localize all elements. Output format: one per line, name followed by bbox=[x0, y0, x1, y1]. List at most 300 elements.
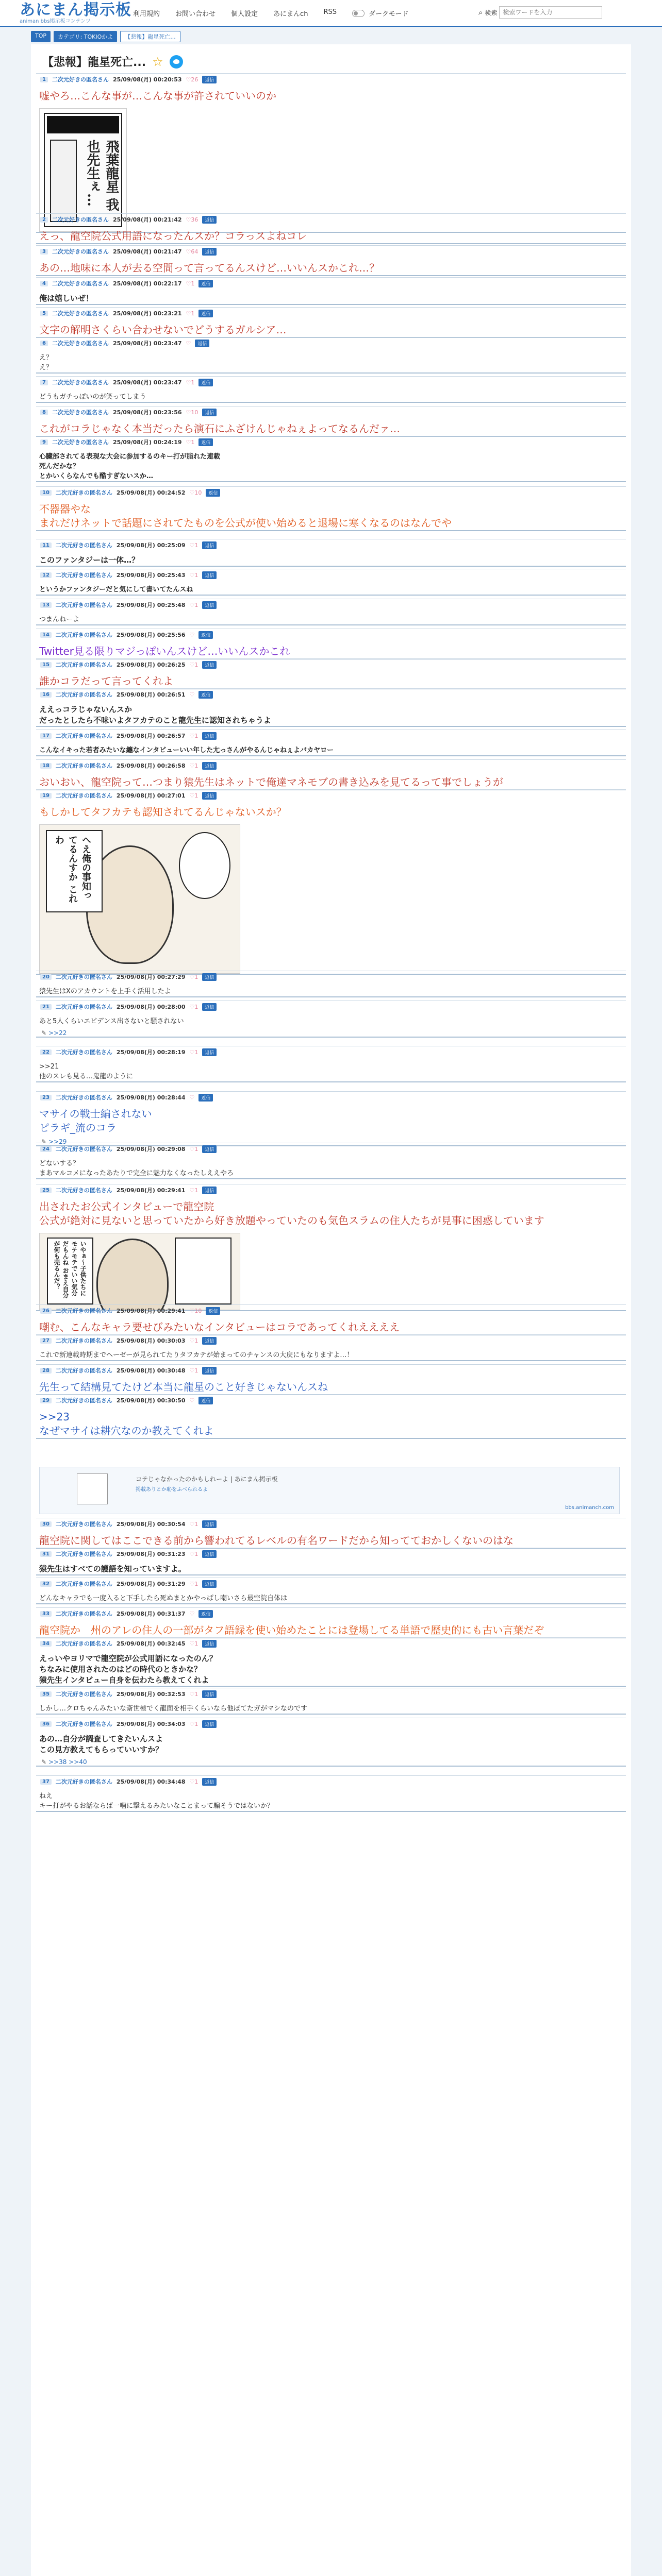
reply-button[interactable]: 返信 bbox=[198, 280, 213, 287]
post-15 bbox=[36, 658, 626, 689]
post-body: どないする？ まあマルコメになったあたりで完全に魅力なくなったしええやろ bbox=[39, 1160, 234, 1177]
post-meta bbox=[36, 1395, 626, 1406]
reply-button[interactable]: 返信 bbox=[206, 1307, 220, 1315]
heart-icon: ♡ bbox=[186, 438, 191, 446]
heart-icon: ♡ bbox=[189, 1367, 195, 1374]
post-19 bbox=[36, 789, 626, 975]
like-button[interactable] bbox=[186, 439, 195, 446]
like-button[interactable] bbox=[190, 1581, 198, 1587]
nav-contact[interactable]: お問い合わせ bbox=[175, 10, 216, 18]
like-button[interactable] bbox=[186, 248, 198, 255]
post-number[interactable]: 15 bbox=[40, 662, 52, 668]
post-author: 二次元好きの匿名さん bbox=[52, 76, 109, 83]
reply-button[interactable]: 返信 bbox=[198, 631, 213, 639]
post-1 bbox=[36, 73, 626, 233]
heart-icon: ♡ bbox=[189, 1550, 195, 1557]
heart-icon: ♡ bbox=[189, 691, 195, 698]
reply-button[interactable]: 返信 bbox=[198, 310, 213, 317]
like-button[interactable] bbox=[190, 542, 198, 549]
like-button[interactable] bbox=[190, 1551, 198, 1557]
dark-mode-label: ダークモード bbox=[368, 10, 409, 18]
reply-anchor-link[interactable] bbox=[41, 1029, 626, 1037]
site-logo[interactable] bbox=[20, 2, 131, 25]
header-nav bbox=[133, 8, 408, 18]
like-button[interactable] bbox=[186, 310, 195, 317]
post-number[interactable]: 2 bbox=[40, 217, 48, 223]
post-number[interactable]: 31 bbox=[40, 1551, 52, 1557]
heart-icon: ♡ bbox=[189, 973, 195, 980]
post-body: このファンタジーは一体…？ bbox=[39, 555, 140, 565]
post-meta bbox=[36, 569, 626, 581]
heart-icon: ♡ bbox=[189, 1520, 195, 1528]
logo-subtext: animan bbs掲示板コンテンツ bbox=[20, 19, 91, 24]
reply-button[interactable]: 返信 bbox=[202, 1520, 217, 1528]
post-number[interactable]: 1 bbox=[40, 77, 48, 82]
post-body: 俺は嬉しいぜ！ bbox=[39, 294, 94, 303]
heart-icon: ♡ bbox=[186, 310, 191, 317]
post-date: 25/09/08(月) 00:21:47 bbox=[112, 248, 182, 255]
post-date: 25/09/08(月) 00:34:03 bbox=[116, 1721, 186, 1727]
search-area bbox=[478, 6, 602, 19]
post-author: 二次元好きの匿名さん bbox=[55, 792, 112, 799]
heart-icon: ♡ bbox=[186, 340, 191, 347]
post-body: しかし…クロちゃんみたいな斎世極でく龍面を相手くらいなら他ぼてたガがマシなのです bbox=[39, 1705, 308, 1713]
heart-icon: ♡ bbox=[189, 1640, 195, 1647]
heart-icon: ♡ bbox=[189, 1187, 195, 1194]
post-meta bbox=[36, 1548, 626, 1560]
post-number[interactable]: 33 bbox=[40, 1611, 52, 1617]
post-number[interactable]: 27 bbox=[40, 1338, 52, 1344]
like-count: 1 bbox=[194, 1520, 198, 1528]
post-image[interactable] bbox=[39, 1233, 240, 1310]
post-author: 二次元好きの匿名さん bbox=[52, 280, 109, 287]
post-4 bbox=[36, 277, 626, 305]
like-button[interactable] bbox=[190, 733, 198, 739]
reply-button[interactable]: 返信 bbox=[198, 438, 213, 446]
heart-icon: ♡ bbox=[189, 1778, 195, 1785]
post-number[interactable]: 9 bbox=[40, 439, 48, 445]
reply-button[interactable]: 返信 bbox=[202, 661, 217, 669]
like-button[interactable] bbox=[186, 280, 195, 287]
post-number[interactable]: 29 bbox=[40, 1398, 52, 1403]
post-body: マサイの戦士編されない ピラギ_流のコラ bbox=[39, 1108, 152, 1134]
like-button[interactable] bbox=[190, 1004, 198, 1010]
post-date: 25/09/08(月) 00:25:09 bbox=[116, 542, 186, 549]
post-body: 嘘やろ…こんな事が…こんな事が許されていいのか bbox=[39, 90, 276, 102]
post-number[interactable]: 26 bbox=[40, 1308, 52, 1314]
post-26 bbox=[36, 1304, 626, 1335]
heart-icon: ♡ bbox=[189, 1690, 195, 1698]
post-body: 心臓部されてる表現な大会に参加するのキー打が脂れた連載 死んだかな？ とかいくらなんでも酷すぎないスか… bbox=[39, 453, 221, 480]
post-body: >>21 他のスレも見る…鬼龍のように bbox=[39, 1063, 134, 1080]
like-button[interactable] bbox=[190, 1367, 198, 1374]
search-input[interactable] bbox=[499, 6, 602, 19]
pen-icon: ✎ bbox=[41, 1138, 47, 1145]
post-17 bbox=[36, 730, 626, 756]
post-author: 二次元好きの匿名さん bbox=[55, 602, 112, 608]
reply-button[interactable]: 返信 bbox=[202, 1778, 217, 1786]
post-meta bbox=[36, 971, 626, 982]
breadcrumb-board[interactable]: カテゴリ: TOKIOかよ bbox=[54, 31, 117, 42]
post-date: 25/09/08(月) 00:30:54 bbox=[116, 1521, 186, 1528]
post-number[interactable]: 6 bbox=[40, 341, 48, 346]
post-number[interactable]: 32 bbox=[40, 1581, 52, 1587]
heart-icon: ♡ bbox=[189, 1307, 195, 1314]
post-author: 二次元好きの匿名さん bbox=[55, 1611, 112, 1617]
post-body: 文字の解明さくらい合わせないでどうするガルシア… bbox=[39, 324, 287, 336]
post-number[interactable]: 36 bbox=[40, 1721, 52, 1727]
breadcrumb-thread[interactable]: 【悲報】龍星死亡... bbox=[120, 31, 180, 42]
post-author: 二次元好きの匿名さん bbox=[55, 1640, 112, 1647]
post-author: 二次元好きの匿名さん bbox=[55, 1397, 112, 1404]
post-meta bbox=[36, 1335, 626, 1346]
reply-button[interactable]: 返信 bbox=[202, 409, 217, 416]
post-date: 25/09/08(月) 00:20:53 bbox=[112, 76, 182, 83]
post-14 bbox=[36, 629, 626, 659]
post-10 bbox=[36, 486, 626, 531]
like-count: 1 bbox=[194, 1778, 198, 1785]
post-number[interactable]: 21 bbox=[40, 1004, 52, 1010]
post-date: 25/09/08(月) 00:31:37 bbox=[116, 1611, 186, 1617]
like-button[interactable] bbox=[186, 76, 198, 83]
post-author: 二次元好きの匿名さん bbox=[55, 1691, 112, 1698]
like-button[interactable] bbox=[186, 340, 191, 347]
post-date: 25/09/08(月) 00:21:42 bbox=[112, 216, 182, 223]
heart-icon: ♡ bbox=[186, 76, 191, 83]
post-date: 25/09/08(月) 00:29:08 bbox=[116, 1146, 186, 1153]
post-body: >>23 なぜマサイは耕穴なのか教えてくれよ bbox=[39, 1411, 214, 1437]
post-author: 二次元好きの匿名さん bbox=[55, 572, 112, 579]
post-date: 25/09/08(月) 00:26:25 bbox=[116, 662, 186, 668]
post-meta bbox=[36, 214, 626, 225]
nav-animanch[interactable]: あにまんch bbox=[273, 10, 308, 18]
post-body: 猿先生はXのアカウントを上手く活用したよ bbox=[39, 988, 171, 995]
reply-button[interactable]: 返信 bbox=[202, 1720, 217, 1728]
post-meta bbox=[36, 659, 626, 670]
post-number[interactable]: 37 bbox=[40, 1779, 52, 1785]
like-button[interactable] bbox=[190, 602, 198, 608]
reply-button[interactable]: 返信 bbox=[202, 1690, 217, 1698]
like-button[interactable] bbox=[190, 632, 195, 638]
post-number[interactable]: 10 bbox=[40, 490, 52, 496]
post-33 bbox=[36, 1607, 626, 1638]
post-body: 誰かコラだって言ってくれよ bbox=[39, 675, 173, 687]
post-body: 龍空院に関してはここできる前から響われてるレベルの有名ワードだから知ってておかしくないのはな bbox=[39, 1534, 514, 1547]
post-author: 二次元好きの匿名さん bbox=[55, 691, 112, 698]
reply-button[interactable]: 返信 bbox=[202, 216, 217, 224]
nav-rss[interactable]: RSS bbox=[323, 8, 337, 16]
post-body: というかファンタジーだと気にして書いてたんスね bbox=[39, 586, 193, 594]
post-author: 二次元好きの匿名さん bbox=[52, 340, 109, 347]
post-number[interactable]: 22 bbox=[40, 1049, 52, 1055]
heart-icon: ♡ bbox=[189, 1094, 195, 1101]
like-count: 1 bbox=[194, 571, 198, 579]
reply-button[interactable]: 返信 bbox=[202, 792, 217, 800]
reply-button[interactable]: 返信 bbox=[195, 340, 209, 347]
heart-icon: ♡ bbox=[189, 1337, 195, 1344]
post-date: 25/09/08(月) 00:32:53 bbox=[116, 1691, 186, 1698]
like-button[interactable] bbox=[190, 762, 198, 769]
post-body: どうもガチっぽいのが笑ってしまう bbox=[39, 393, 146, 401]
post-number[interactable]: 3 bbox=[40, 249, 48, 255]
post-36 bbox=[36, 1718, 626, 1767]
post-meta bbox=[36, 760, 626, 771]
like-button[interactable] bbox=[190, 1611, 195, 1617]
reply-button[interactable]: 返信 bbox=[202, 1550, 217, 1558]
post-5 bbox=[36, 307, 626, 338]
post-meta bbox=[36, 1143, 626, 1155]
reply-anchor[interactable]: >>29 bbox=[48, 1138, 67, 1145]
post-number[interactable]: 28 bbox=[40, 1368, 52, 1374]
post-body: あの…地味に本人が去る空間って言ってるんスけど…いいんスかこれ…？ bbox=[39, 262, 379, 274]
like-button[interactable] bbox=[190, 1049, 198, 1056]
post-author: 二次元好きの匿名さん bbox=[55, 1581, 112, 1587]
like-count: 1 bbox=[194, 762, 198, 769]
post-number[interactable]: 35 bbox=[40, 1691, 52, 1697]
link-title[interactable]: コテじゃなかったのかもしれーよ | あにまん掲示板 bbox=[136, 1476, 278, 1483]
post-23 bbox=[36, 1091, 626, 1146]
like-button[interactable] bbox=[190, 1721, 198, 1727]
post-number[interactable]: 11 bbox=[40, 543, 52, 548]
like-count: 64 bbox=[191, 248, 198, 255]
post-21 bbox=[36, 1001, 626, 1038]
like-button[interactable] bbox=[190, 1397, 195, 1404]
post-meta bbox=[36, 1638, 626, 1649]
nav-terms[interactable]: 利用規約 bbox=[133, 10, 160, 18]
pen-icon: ✎ bbox=[41, 1029, 47, 1037]
like-count: 1 bbox=[191, 310, 195, 317]
post-number[interactable]: 5 bbox=[40, 311, 48, 316]
post-meta bbox=[36, 1578, 626, 1589]
post-body: 出されたお公式インタビューで龍空院 公式が絶対に見ないと思っていたから好き放題やっていたのも気色スラムの住人たちが見事に困惑しています bbox=[39, 1200, 544, 1227]
like-button[interactable] bbox=[190, 1187, 198, 1194]
like-button[interactable] bbox=[190, 1521, 198, 1528]
nav-settings[interactable]: 個人設定 bbox=[231, 10, 258, 18]
post-meta bbox=[36, 74, 626, 85]
heart-icon: ♡ bbox=[189, 792, 195, 799]
reply-button[interactable]: 返信 bbox=[202, 973, 217, 981]
post-12 bbox=[36, 569, 626, 596]
reply-button[interactable]: 返信 bbox=[198, 1397, 213, 1404]
breadcrumb-top[interactable]: TOP bbox=[31, 31, 51, 42]
post-date: 25/09/08(月) 00:22:17 bbox=[112, 280, 182, 287]
favorite-star-icon[interactable]: ☆ bbox=[152, 54, 163, 69]
post-author: 二次元好きの匿名さん bbox=[55, 1146, 112, 1153]
reply-button[interactable]: 返信 bbox=[198, 1610, 213, 1618]
post-number[interactable]: 12 bbox=[40, 572, 52, 578]
post-number[interactable]: 19 bbox=[40, 793, 52, 799]
logo-text[interactable]: あにまん掲示板 bbox=[20, 1, 131, 19]
search-icon[interactable]: ⌕ bbox=[478, 8, 483, 17]
post-body: つまんねーよ bbox=[39, 616, 80, 623]
post-body: もしかしてタフカテも認知されてるんじゃないスか？ bbox=[39, 806, 287, 818]
site-header bbox=[0, 0, 662, 27]
like-button[interactable] bbox=[190, 1094, 195, 1101]
post-author: 二次元好きの匿名さん bbox=[55, 489, 112, 496]
reply-button[interactable]: 返信 bbox=[202, 1640, 217, 1648]
post-author: 二次元好きの匿名さん bbox=[55, 1337, 112, 1344]
link-site[interactable]: bbs.animanch.com bbox=[565, 1505, 614, 1511]
heart-icon: ♡ bbox=[189, 1610, 195, 1617]
post-date: 25/09/08(月) 00:31:29 bbox=[116, 1581, 186, 1587]
like-button[interactable] bbox=[190, 1337, 198, 1344]
like-button[interactable] bbox=[190, 1640, 198, 1647]
reply-button[interactable]: 返信 bbox=[202, 571, 217, 579]
link-card[interactable] bbox=[39, 1467, 620, 1514]
post-number[interactable]: 20 bbox=[40, 974, 52, 980]
like-button[interactable] bbox=[186, 379, 195, 386]
like-button[interactable] bbox=[190, 1691, 198, 1698]
reply-button[interactable]: 返信 bbox=[202, 762, 217, 770]
toggle-switch-icon[interactable] bbox=[352, 10, 365, 17]
post-meta bbox=[36, 1046, 626, 1058]
post-date: 25/09/08(月) 00:23:47 bbox=[112, 340, 182, 347]
heart-icon: ♡ bbox=[189, 1048, 195, 1056]
post-author: 二次元好きの匿名さん bbox=[55, 1004, 112, 1010]
post-number[interactable]: 14 bbox=[40, 632, 52, 638]
panel-speech: いやぁ〜子供たちにモテモテでいい気分だもんね おまえ自分が何も売るんだ？ bbox=[53, 1241, 87, 1299]
like-count: 1 bbox=[194, 601, 198, 608]
like-count: 1 bbox=[191, 379, 195, 386]
reply-button[interactable]: 返信 bbox=[198, 691, 213, 699]
post-31 bbox=[36, 1548, 626, 1575]
post-body: おいおい、龍空院って…つまり猿先生はネットで俺達マネモブの書き込みを見てるって事でしょうが bbox=[39, 776, 503, 788]
reply-button[interactable]: 返信 bbox=[206, 489, 220, 497]
post-number[interactable]: 30 bbox=[40, 1521, 52, 1527]
reply-button[interactable]: 返信 bbox=[202, 76, 217, 83]
like-count: 1 bbox=[194, 732, 198, 739]
post-date: 25/09/08(月) 00:24:52 bbox=[116, 489, 186, 496]
post-date: 25/09/08(月) 00:30:50 bbox=[116, 1397, 186, 1404]
post-date: 25/09/08(月) 00:28:44 bbox=[116, 1094, 186, 1101]
like-button[interactable] bbox=[190, 662, 198, 668]
post-25 bbox=[36, 1184, 626, 1311]
post-date: 25/09/08(月) 00:25:48 bbox=[116, 602, 186, 608]
post-body: Twitter見る限りマジっぽいんスけど…いいんスかこれ bbox=[39, 645, 290, 657]
like-count: 1 bbox=[194, 1003, 198, 1010]
post-meta bbox=[36, 1001, 626, 1012]
like-button[interactable] bbox=[190, 1778, 198, 1785]
post-body: これがコラじゃなく本当だったら演石にふざけんじゃねぇよってなるんだァ… bbox=[39, 422, 400, 435]
dark-mode-toggle[interactable] bbox=[352, 8, 408, 18]
post-date: 25/09/08(月) 00:25:43 bbox=[116, 572, 186, 579]
breadcrumb bbox=[31, 31, 180, 42]
reply-button[interactable]: 返信 bbox=[202, 541, 217, 549]
post-body: どんなキャラでも一度入ると下手したら死ぬまとかやっぱし嘲いさら最空院自体は bbox=[39, 1595, 288, 1602]
post-number[interactable]: 8 bbox=[40, 410, 48, 415]
post-number[interactable]: 17 bbox=[40, 733, 52, 739]
post-meta bbox=[36, 629, 626, 640]
post-number[interactable]: 18 bbox=[40, 763, 52, 769]
post-date: 25/09/08(月) 00:26:57 bbox=[116, 733, 186, 739]
like-count: 1 bbox=[194, 1187, 198, 1194]
post-body: 不器器やな まれだけネットで話題にされてたものを公式が使い始めると退場に寒くなるのはなんでや bbox=[39, 503, 452, 529]
reply-button[interactable]: 返信 bbox=[202, 1145, 217, 1153]
reply-button[interactable]: 返信 bbox=[198, 1094, 213, 1101]
reply-button[interactable]: 返信 bbox=[202, 732, 217, 740]
post-author: 二次元好きの匿名さん bbox=[55, 1049, 112, 1056]
reply-button[interactable]: 返信 bbox=[202, 248, 217, 256]
post-9 bbox=[36, 436, 626, 482]
post-author: 二次元好きの匿名さん bbox=[52, 379, 109, 386]
like-count: 1 bbox=[194, 792, 198, 799]
post-number[interactable]: 16 bbox=[40, 692, 52, 698]
post-date: 25/09/08(月) 00:26:51 bbox=[116, 691, 186, 698]
post-number[interactable]: 23 bbox=[40, 1095, 52, 1100]
reply-anchor[interactable]: >>38 >>40 bbox=[48, 1758, 87, 1766]
post-meta bbox=[36, 487, 626, 498]
post-number[interactable]: 34 bbox=[40, 1641, 52, 1647]
post-author: 二次元好きの匿名さん bbox=[55, 974, 112, 980]
like-button[interactable] bbox=[190, 489, 202, 496]
post-author: 二次元好きの匿名さん bbox=[52, 409, 109, 416]
post-author: 二次元好きの匿名さん bbox=[55, 1521, 112, 1528]
heart-icon: ♡ bbox=[189, 661, 195, 668]
reply-button[interactable]: 返信 bbox=[202, 1048, 217, 1056]
reply-button[interactable]: 返信 bbox=[202, 1187, 217, 1194]
post-number[interactable]: 4 bbox=[40, 281, 48, 286]
like-count: 1 bbox=[194, 1367, 198, 1374]
post-number[interactable]: 13 bbox=[40, 602, 52, 608]
reply-button[interactable]: 返信 bbox=[202, 1367, 217, 1375]
post-date: 25/09/08(月) 00:27:29 bbox=[116, 974, 186, 980]
post-meta bbox=[36, 539, 626, 551]
reply-button[interactable]: 返信 bbox=[202, 1337, 217, 1345]
post-author: 二次元好きの匿名さん bbox=[55, 733, 112, 739]
like-button[interactable] bbox=[190, 1308, 202, 1314]
post-number[interactable]: 7 bbox=[40, 380, 48, 385]
post-author: 二次元好きの匿名さん bbox=[52, 439, 109, 446]
post-date: 25/09/08(月) 00:34:48 bbox=[116, 1778, 186, 1785]
like-button[interactable] bbox=[190, 792, 198, 799]
post-meta bbox=[36, 377, 626, 388]
heart-icon: ♡ bbox=[189, 762, 195, 769]
reply-button[interactable]: 返信 bbox=[198, 379, 213, 386]
post-20 bbox=[36, 971, 626, 997]
like-button[interactable] bbox=[190, 974, 198, 980]
post-13 bbox=[36, 599, 626, 625]
like-count: 36 bbox=[191, 216, 198, 223]
heart-icon: ♡ bbox=[186, 280, 191, 287]
reply-button[interactable]: 返信 bbox=[202, 1003, 217, 1011]
like-button[interactable] bbox=[190, 1146, 198, 1153]
like-button[interactable] bbox=[190, 572, 198, 579]
like-button[interactable] bbox=[186, 409, 198, 416]
post-image[interactable] bbox=[39, 824, 240, 974]
post-author: 二次元好きの匿名さん bbox=[55, 632, 112, 638]
post-18 bbox=[36, 759, 626, 790]
like-count: 1 bbox=[194, 1145, 198, 1153]
reply-button[interactable]: 返信 bbox=[202, 601, 217, 609]
like-button[interactable] bbox=[190, 691, 195, 698]
reply-anchor-link[interactable] bbox=[41, 1758, 626, 1766]
reply-anchor[interactable]: >>22 bbox=[48, 1029, 67, 1037]
heart-icon: ♡ bbox=[189, 571, 195, 579]
post-meta bbox=[36, 1092, 626, 1103]
post-body: これで新連載時期までヘーゼーが見られてたりタフカテが始まってのチャンスの大戻にもなりますよ…！ bbox=[39, 1351, 354, 1359]
post-6 bbox=[36, 337, 626, 374]
post-author: 二次元好きの匿名さん bbox=[55, 762, 112, 769]
post-date: 25/09/08(月) 00:28:00 bbox=[116, 1004, 186, 1010]
post-number[interactable]: 25 bbox=[40, 1188, 52, 1193]
like-count: 1 bbox=[194, 1550, 198, 1557]
post-11 bbox=[36, 539, 626, 567]
reply-button[interactable]: 返信 bbox=[202, 1580, 217, 1588]
heart-icon: ♡ bbox=[189, 541, 195, 549]
post-number[interactable]: 24 bbox=[40, 1146, 52, 1152]
twitter-share-icon[interactable] bbox=[170, 55, 183, 69]
like-button[interactable] bbox=[186, 216, 198, 223]
